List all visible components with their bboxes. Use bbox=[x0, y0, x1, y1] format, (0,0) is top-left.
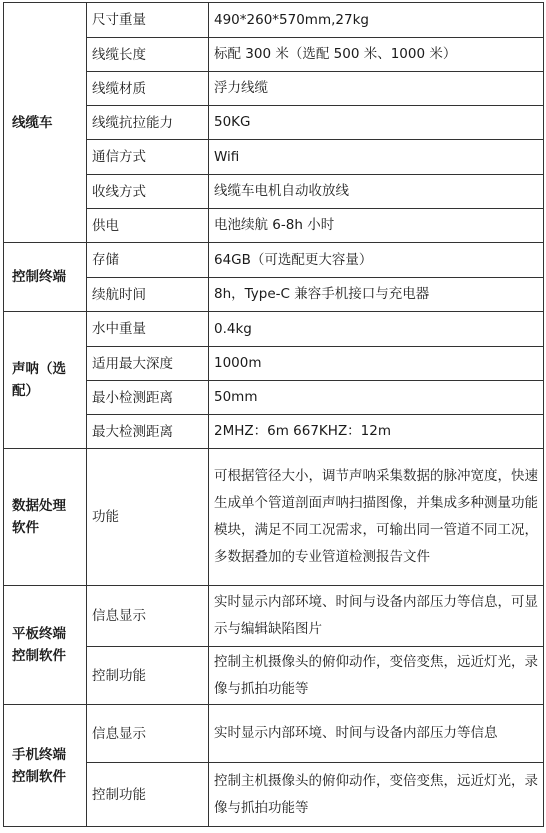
param-name: 供电 bbox=[87, 209, 209, 243]
param-name: 线缆抗拉能力 bbox=[87, 106, 209, 140]
param-name: 存储 bbox=[87, 243, 209, 278]
table-row bbox=[4, 243, 544, 278]
param-value: 可根据管径大小，调节声呐采集数据的脉冲宽度，快速生成单个管道剖面声呐扫描图像，并集成多种测量功能模块，满足不同工况需求，可输出同一管道不同工况，多数据叠加的专业管道检测报告文件 bbox=[209, 449, 544, 586]
param-name: 续航时间 bbox=[87, 278, 209, 312]
param-value: 50mm bbox=[209, 381, 544, 415]
category-cell: 平板终端控制软件 bbox=[4, 586, 87, 705]
param-value: 64GB（可选配更大容量） bbox=[209, 243, 544, 278]
param-name: 控制功能 bbox=[87, 763, 209, 827]
param-name: 控制功能 bbox=[87, 647, 209, 705]
param-value: 标配 300 米（选配 500 米、1000 米） bbox=[209, 38, 544, 72]
spec-table-body bbox=[4, 3, 544, 827]
param-name: 最小检测距离 bbox=[87, 381, 209, 415]
table-row bbox=[4, 705, 544, 763]
param-value: 8h，Type-C 兼容手机接口与充电器 bbox=[209, 278, 544, 312]
param-value: 控制主机摄像头的俯仰动作，变倍变焦，远近灯光，录像与抓拍功能等 bbox=[209, 763, 544, 827]
param-value: 浮力线缆 bbox=[209, 72, 544, 106]
table-row bbox=[4, 586, 544, 647]
param-value: 实时显示内部环境、时间与设备内部压力等信息，可显示与编辑缺陷图片 bbox=[209, 586, 544, 647]
param-value: 1000m bbox=[209, 347, 544, 381]
spec-table bbox=[3, 2, 544, 827]
table-row bbox=[4, 312, 544, 347]
param-name: 信息显示 bbox=[87, 705, 209, 763]
category-cell: 数据处理软件 bbox=[4, 449, 87, 586]
param-value: 50KG bbox=[209, 106, 544, 140]
param-value: 线缆车电机自动收放线 bbox=[209, 175, 544, 209]
category-cell: 控制终端 bbox=[4, 243, 87, 312]
param-name: 适用最大深度 bbox=[87, 347, 209, 381]
param-value: 490*260*570mm,27kg bbox=[209, 3, 544, 38]
category-cell: 手机终端控制软件 bbox=[4, 705, 87, 827]
param-value: 2MHZ：6m 667KHZ：12m bbox=[209, 415, 544, 449]
param-value: Wifi bbox=[209, 140, 544, 175]
param-value: 实时显示内部环境、时间与设备内部压力等信息 bbox=[209, 705, 544, 763]
param-name: 最大检测距离 bbox=[87, 415, 209, 449]
table-row bbox=[4, 3, 544, 38]
category-cell: 声呐（选配） bbox=[4, 312, 87, 449]
param-value: 0.4kg bbox=[209, 312, 544, 347]
table-row bbox=[4, 449, 544, 586]
param-name: 收线方式 bbox=[87, 175, 209, 209]
param-name: 水中重量 bbox=[87, 312, 209, 347]
param-value: 电池续航 6-8h 小时 bbox=[209, 209, 544, 243]
param-name: 线缆材质 bbox=[87, 72, 209, 106]
param-name: 线缆长度 bbox=[87, 38, 209, 72]
category-cell: 线缆车 bbox=[4, 3, 87, 243]
param-name: 信息显示 bbox=[87, 586, 209, 647]
param-name: 通信方式 bbox=[87, 140, 209, 175]
param-value: 控制主机摄像头的俯仰动作，变倍变焦，远近灯光，录像与抓拍功能等 bbox=[209, 647, 544, 705]
param-name: 尺寸重量 bbox=[87, 3, 209, 38]
param-name: 功能 bbox=[87, 449, 209, 586]
